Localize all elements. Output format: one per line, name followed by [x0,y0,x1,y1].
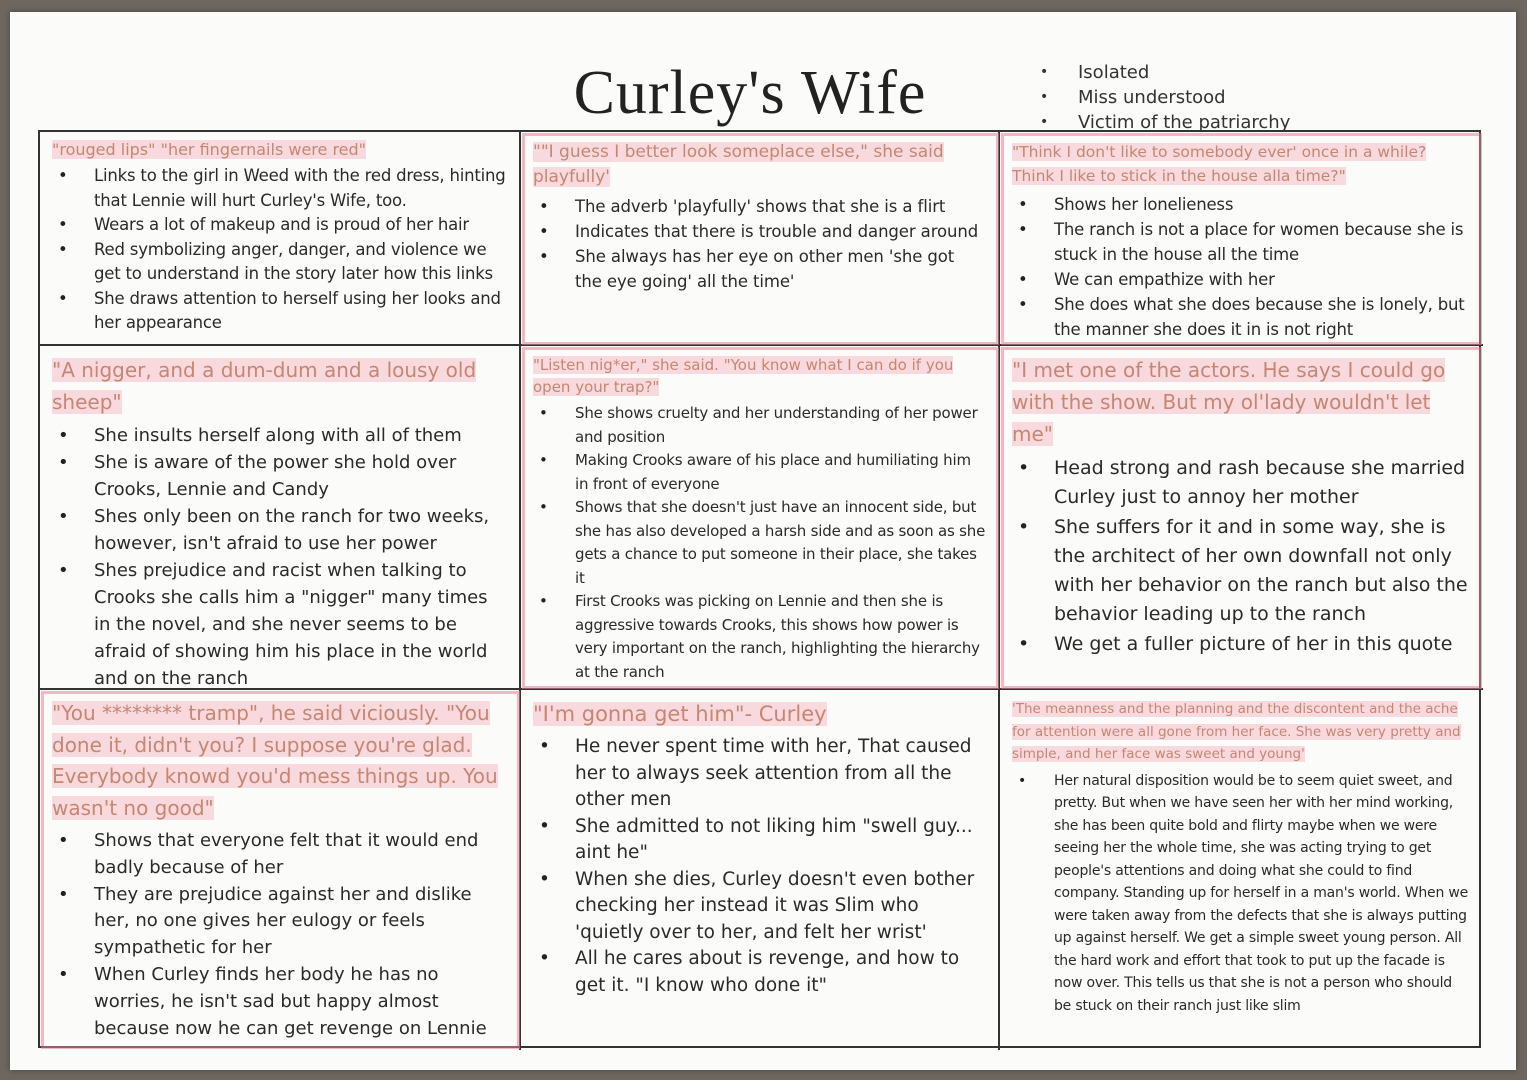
cell-points [52,164,507,336]
summary-item: • Miss understood [1040,85,1290,110]
point: • Red symbolizing anger, danger, and violence we get to understand in the story later how this links [52,238,507,287]
point: • She draws attention to herself using her looks and her appearance [52,287,507,336]
point: • Links to the girl in Weed with the red dress, hinting that Lennie will hurt Curley's Wife, too. [52,164,507,213]
point: • Wears a lot of makeup and is proud of her hair [52,213,507,238]
quote-text: "Think I don't like to somebody ever' once in a while? Think I like to stick in the house alla time?" [1012,143,1427,185]
page-title: Curley's Wife [573,59,927,127]
analysis-grid [38,130,1481,1048]
point: • When she dies, Curley doesn't even bother checking her instead it was Slim who 'quietly over to her, and felt her wrist' [533,867,986,947]
point: • Shows that she doesn't just have an innocent side, but she has also developed a harsh side and as soon as she gets a chance to put someone in their place, she takes it [533,496,986,590]
cell-points [1012,770,1471,1018]
cell-rouged-lips [40,132,521,346]
cell-power [521,346,1000,690]
summary-item: • Victim of the patriarchy [1040,110,1290,135]
quote-text: "rouged lips" "her fingernails were red" [52,140,367,159]
cell-points [533,194,986,294]
quote-text: "I'm gonna get him"- Curley [533,702,827,726]
point: • She suffers for it and in some way, she is the architect of her own downfall not only with her behavior on the ranch but also the behavior leading up to the ranch [1012,513,1471,630]
quote-text: "I met one of the actors. He says I could go with the show. But my ol'lady wouldn't let me" [1012,358,1446,446]
cell-points [52,828,507,1042]
cell-tramp [40,690,521,1050]
point: • Making Crooks aware of his place and humiliating him in front of everyone [533,449,986,496]
cell-points [533,402,986,684]
cell-quote [52,140,507,160]
point: • She admitted to not liking him "swell guy... aint he" [533,814,986,867]
point: • The ranch is not a place for women because she is stuck in the house all the time [1012,217,1471,267]
quote-text: ""I guess I better look someplace else," she said playfully' [533,142,944,187]
point: • She shows cruelty and her understanding of her power and position [533,402,986,449]
point: • Indicates that there is trouble and danger around [533,219,986,244]
cell-revenge [521,690,1000,1050]
point: • She always has her eye on other men 'she got the eye going' all the time' [533,244,986,294]
cell-quote [1012,354,1471,450]
point: • All he cares about is revenge, and how to get it. "I know who done it" [533,946,986,999]
point: • Shes only been on the ranch for two weeks, however, isn't afraid to use her power [52,503,507,557]
cell-quote [533,354,986,398]
cell-actors [1000,346,1483,690]
cell-points [1012,454,1471,659]
quote-text: "A nigger, and a dum-dum and a lousy old sheep" [52,358,477,414]
point: • She does what she does because she is lonely, but the manner she does it in is not right [1012,292,1471,342]
quote-text: 'The meanness and the planning and the discontent and the ache for attention were all gone from her face. She was very pretty and simple, and her face was sweet and young' [1012,701,1461,762]
cell-loneliness [1000,132,1483,346]
point: • First Crooks was picking on Lennie and then she is aggressive towards Crooks, this shows how power is very important on the ranch, highlighting the hierarchy at the ranch [533,590,986,684]
cell-points [1012,192,1471,342]
point: • He never spent time with her, That caused her to always seek attention from all the other men [533,734,986,814]
point: • The adverb 'playfully' shows that she is a flirt [533,194,986,219]
cell-quote [1012,698,1471,766]
point: • When Curley finds her body he has no worries, he isn't sad but happy almost because now he can get revenge on Lennie [52,962,507,1042]
cell-quote [52,354,507,418]
point: • Shows her lonelieness [1012,192,1471,217]
point: • Shows that everyone felt that it would end badly because of her [52,828,507,882]
cell-quote [533,698,986,730]
point: • Shes prejudice and racist when talking to Crooks she calls him a "nigger" many times in the novel, and she never seems to be afraid of showing him his place in the world and on the ranch [52,557,507,690]
point: • We get a fuller picture of her in this quote [1012,630,1471,659]
point: • She is aware of the power she hold over Crooks, Lennie and Candy [52,449,507,503]
cell-quote [533,140,986,190]
point: • They are prejudice against her and dislike her, no one gives her eulogy or feels sympathetic for her [52,882,507,962]
cell-points [52,422,507,690]
cell-quote [52,698,507,824]
point: • Her natural disposition would be to seem quiet sweet, and pretty. But when we have seen her with her mind working, she has been quite bold and flirty maybe when we were seeing her the whole time, she was acting trying to get people's attentions and doing what she could to find company. Standing up for herself in a man's world. When we were taken away from the defects that she is always putting up against herself. We get a simple sweet young person. All the hard work and effort that took to put up the facade is now over. This tells us that she is not a person who should be stuck on their ranch just like slim [1012,770,1471,1018]
point: • We can empathize with her [1012,267,1471,292]
point: • She insults herself along with all of them [52,422,507,449]
quote-text: "You ******** tramp", he said viciously. "You done it, didn't you? I suppose you're glad. Everybody knowd you'd mess things up. You wasn't no good" [52,701,498,820]
cell-insult [40,346,521,690]
cell-points [533,734,986,999]
point: • Head strong and rash because she married Curley just to annoy her mother [1012,454,1471,513]
quote-text: "Listen nig*er," she said. "You know what I can do if you open your trap?" [533,356,954,396]
cell-meanness [1000,690,1483,1050]
cell-quote [1012,140,1471,188]
summary-item: • Isolated [1040,60,1290,85]
summary-list [1040,60,1290,135]
cell-playfully [521,132,1000,346]
